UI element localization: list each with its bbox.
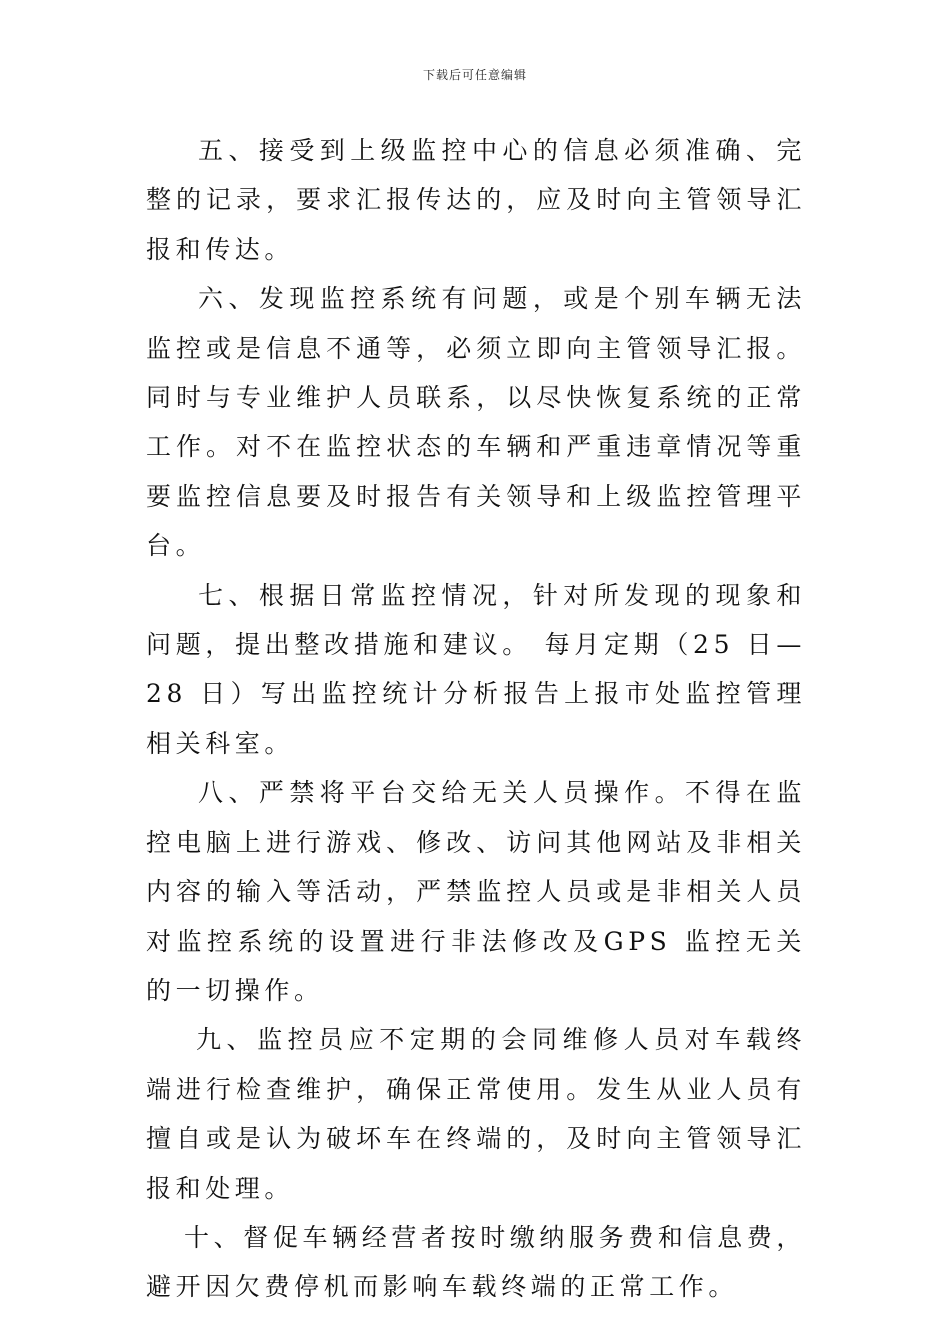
paragraph-nine: 九、监控员应不定期的会同维修人员对车载终端进行检查维护，确保正常使用。发生从业人员有擅自或是认为破坏车在终端的，及时向主管领导汇报和处理。 <box>146 1025 806 1203</box>
paragraph-five: 五、接受到上级监控中心的信息必须准确、完整的记录，要求汇报传达的，应及时向主管领导汇报和传达。 <box>146 136 806 264</box>
paragraph-eight: 八、严禁将平台交给无关人员操作。不得在监控电脑上进行游戏、修改、访问其他网站及非相关内容的输入等活动，严禁监控人员或是非相关人员对监控系统的设置进行非法修改及GPS 监控无关的一切操作。 <box>146 778 806 1005</box>
document-body <box>146 126 806 1312</box>
paragraph-seven: 七、根据日常监控情况，针对所发现的现象和问题，提出整改措施和建议。 每月定期（25 日—28 日）写出监控统计分析报告上报市处监控管理相关科室。 <box>146 580 806 758</box>
page-header-note: 下载后可任意编辑 <box>422 68 527 82</box>
paragraph-ten: 十、督促车辆经营者按时缴纳服务费和信息费，避开因欠费停机而影响车载终端的正常工作。 <box>146 1222 806 1302</box>
paragraph-six: 六、发现监控系统有问题，或是个别车辆无法监控或是信息不通等，必须立即向主管领导汇报。同时与专业维护人员联系，以尽快恢复系统的正常工作。对不在监控状态的车辆和严重违章情况等重要监控信息要及时报告有关领导和上级监控管理平台。 <box>146 284 806 561</box>
